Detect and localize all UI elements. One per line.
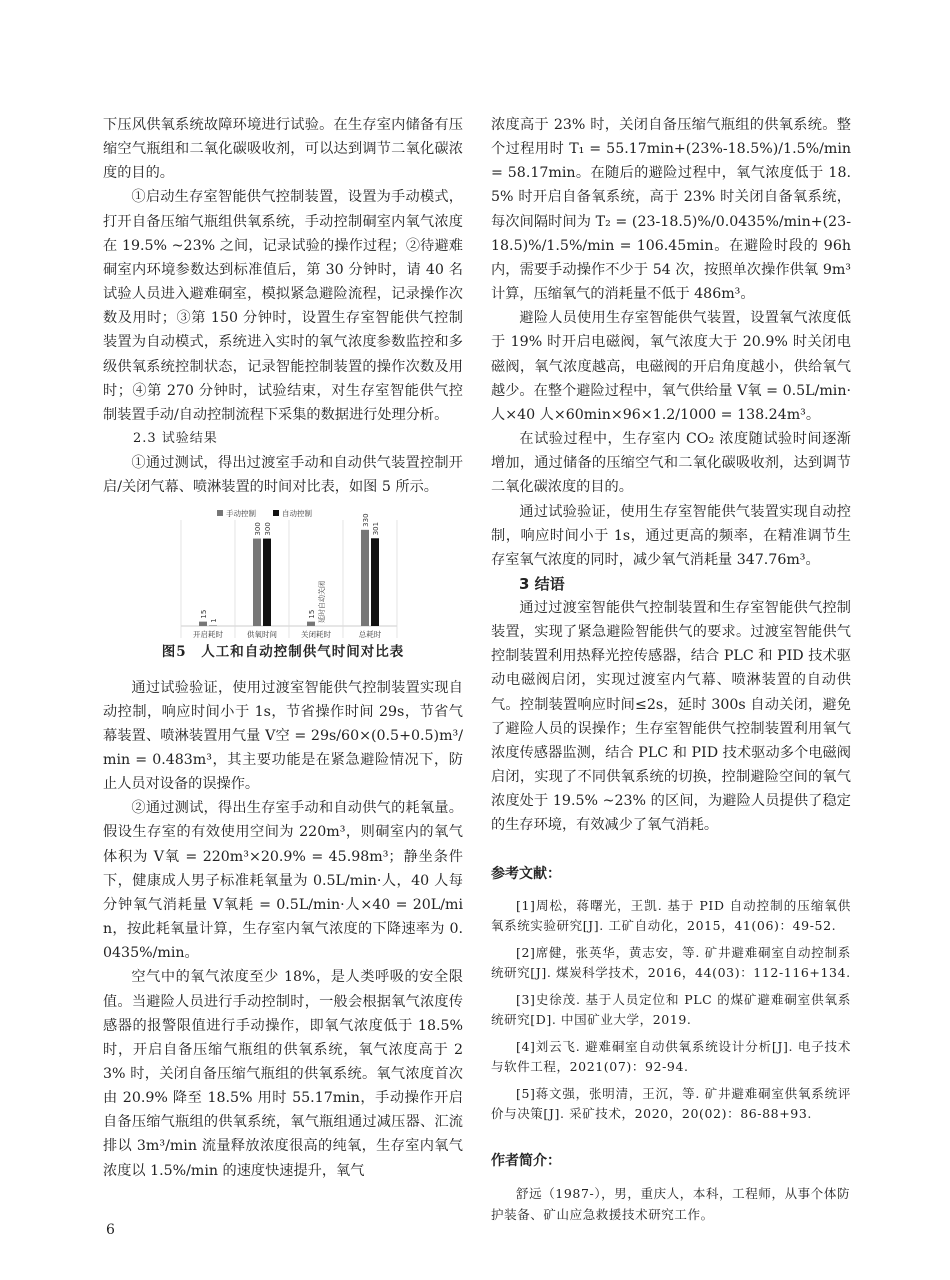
data-label: 15 [200, 609, 208, 619]
reference-item: [2]席健，张英华，黄志安，等. 矿井避难硐室自动控制系统研究[J]. 煤炭科学技术，2016，44(03)：112-116+134. [491, 944, 851, 981]
paragraph: ①通过测试，得出过渡室手动和自动供气装置控制开启/关闭气幕、喷淋装置的时间对比表，如图 5 所示。 [103, 455, 463, 496]
bar-manual [361, 529, 369, 625]
paragraph: ②通过测试，得出生存室手动和自动供气的耗氧量。假设生存室的有效使用空间为 220m³，则硐室内的氧气体积为 V氧 = 220m³×20.9% = 45.98m³；静坐条件下，健康成人男子标准耗氧量为 0.5L/min·人，40 人每分钟氧气消耗量 V氧耗 = 0.5L/min·人×40 = 20L/min，按此耗氧量计算，生存室内氧气浓度的下降速率为 0.0435%/min。 [103, 800, 463, 962]
reference-item: [1]周松，蒋曙光，王凯. 基于 PID 自动控制的压缩氧供氧系统实验研究[J]. 工矿自动化，2015，41(06)：49-52. [491, 897, 851, 934]
references-heading: 参考文献： [491, 865, 561, 882]
paragraph: ①启动生存室智能供气控制装置，设置为手动模式，打开自备压缩气瓶组供氧系统，手动控制硐室内氧气浓度在 19.5% ~23% 之间，记录试验的操作过程；②待避难硐室内环境参数达到标准值后，第 30 分钟时，请 40 名试验人员进入避难硐室，模拟紧急避险流程，记录操作次数及用时；③第 150 分钟时，设置生存室智能供气控制装置为自动模式，系统进入实时的氧气浓度参数监控和多级供氧系统控制状态，记录智能控制装置的操作次数及用时；④第 270 分钟时，试验结束，对生存室智能供气控制装置手动/自动控制流程下采集的数据进行处理分析。 [103, 189, 463, 423]
data-label: 301 [372, 521, 380, 535]
paragraph: 通过试验验证，使用过渡室智能供气控制装置实现自动控制，响应时间小于 1s，节省操作时间 29s，节省气幕装置、喷淋装置用气量 V空 = 29s/60×(0.5+0.5)m³/min = 0.483m³，其主要功能是在紧急避险情况下，防止人员对设备的误操作。 [103, 679, 463, 793]
bar-manual [307, 621, 315, 625]
data-label: 300 [264, 521, 272, 536]
author-bio: 舒远（1987-），男，重庆人，本科，工程师，从事个体防护装备、矿山应急救援技术研究工作。 [491, 1185, 851, 1222]
chart-legend [217, 508, 312, 518]
bar-auto [263, 538, 271, 625]
section-heading: 2.3 试验结果 [133, 431, 218, 447]
x-tick-label: 总耗时 [358, 629, 382, 639]
page-number: 6 [106, 1222, 115, 1238]
x-tick-label: 开启耗时 [193, 629, 223, 639]
author-heading: 作者简介： [491, 1152, 561, 1169]
figure-5 [103, 506, 463, 642]
x-tick-label: 供氧时间 [247, 629, 277, 639]
paragraph: 在试验过程中，生存室内 CO₂ 浓度随试验时间逐渐增加，通过储备的压缩空气和二氧化碳吸收剂，达到调节二氧化碳浓度的目的。 [491, 431, 851, 496]
bar-manual [253, 538, 261, 625]
reference-item: [4]刘云飞. 避难硐室自动供氧系统设计分析[J]. 电子技术与软件工程，2021(07)：92-94. [491, 1038, 851, 1075]
figure-caption: 图5 人工和自动控制供气时间对比表 [161, 643, 405, 660]
data-label: 延时自动关闭 [318, 580, 326, 623]
paragraph: 通过过渡室智能供气控制装置和生存室智能供气控制装置，实现了紧急避险智能供气的要求。过渡室智能供气控制装置利用热释光控传感器，结合 PLC 和 PID 技术驱动电磁阀启闭，实现过渡室内气幕、喷淋装置的自动供气。控制装置响应时间≤2s，延时 300s 自动关闭，避免了避险人员的误操作；生存室智能供气控制装置利用氧气浓度传感器监测，结合 PLC 和 PID 技术驱动多个电磁阀启闭，实现了不同供氧系统的切换，控制避险空间的氧气浓度处于 19.5% ~23% 的区间，为避险人员提供了稳定的生存环境，有效减少了氧气消耗。 [491, 599, 851, 834]
section-heading: 3 结语 [519, 574, 565, 593]
reference-item: [3]史徐茂. 基于人员定位和 PLC 的煤矿避难硐室供氧系统研究[D]. 中国矿业大学，2019. [491, 991, 851, 1028]
paragraph: 空气中的氧气浓度至少 18%，是人类呼吸的安全限值。当避险人员进行手动控制时，一般会根据氧气浓度传感器的报警限值进行手动操作，即氧气浓度低于 18.5% 时，开启自备压缩气瓶组的供氧系统，氧气浓度高于 23% 时，关闭自备压缩气瓶组的供氧系统。氧气浓度首次由 20.9% 降至 18.5% 用时 55.17min，手动操作开启自备压缩气瓶组的供氧系统，氧气瓶组通过减压器、汇流排以 3m³/min 流量释放浓度很高的纯氧，生存室内氧气浓度以 1.5%/min 的速度快速提升，氧气 [103, 969, 463, 1179]
chart-x-ticks [193, 629, 382, 639]
paragraph: 避险人员使用生存室智能供气装置，设置氧气浓度低于 19% 时开启电磁阀，氧气浓度大于 20.9% 时关闭电磁阀，氧气浓度越高，电磁阀的开启角度越小，供给氧气越少。在整个避险过程中，氧气供给量 V氧 = 0.5L/min·人×40 人×60min×96×1.2/1000 = 138.24m³。 [491, 310, 851, 423]
legend-label: 手动控制 [226, 508, 256, 518]
data-label: 1 [210, 617, 218, 623]
data-label: 15 [308, 609, 316, 619]
legend-label: 自动控制 [282, 508, 312, 518]
legend-swatch [217, 510, 223, 516]
bar-auto [371, 538, 379, 626]
x-tick-label: 关闭耗时 [301, 629, 331, 639]
paragraph: 通过试验验证，使用生存室智能供气装置实现自动控制，响应时间小于 1s，通过更高的频率，在精准调节生存室氧气浓度的同时，减少氧气消耗量 347.76m³。 [491, 503, 851, 568]
chart-data-labels [200, 513, 380, 623]
data-label: 300 [254, 521, 262, 536]
paragraph: 下压风供氧系统故障环境进行试验。在生存室内储备有压缩空气瓶组和二氧化碳吸收剂，可以达到调节二氧化碳浓度的目的。 [103, 117, 463, 182]
bar-manual [199, 621, 207, 625]
data-label: 330 [362, 512, 370, 527]
reference-item: [5]蒋文强，张明清，王沉，等. 矿井避难硐室供氧系统评价与决策[J]. 采矿技术，2020，20(02)：86-88+93. [491, 1085, 851, 1122]
left-column [103, 113, 463, 1183]
paragraph: 浓度高于 23% 时，关闭自备压缩气瓶组的供氧系统。整个过程用时 T₁ = 55.17min+(23%-18.5%)/1.5%/min = 58.17min。在随后的避险过程中，氧气浓度低于 18.5% 时开启自备氧系统，高于 23% 时关闭自备氧系统，每次间隔时间为 T₂ = (23-18.5)%/0.0435%/min+(23-18.5)%/1.5%/min = 106.45min。在避险时段的 96h 内，需要手动操作不少于 54 次，按照单次操作供氧 9m³ 计算，压缩氧气的消耗量不低于 486m³。 [491, 117, 851, 303]
legend-swatch [273, 510, 279, 516]
right-column [491, 113, 851, 1225]
bar-chart [169, 506, 404, 642]
